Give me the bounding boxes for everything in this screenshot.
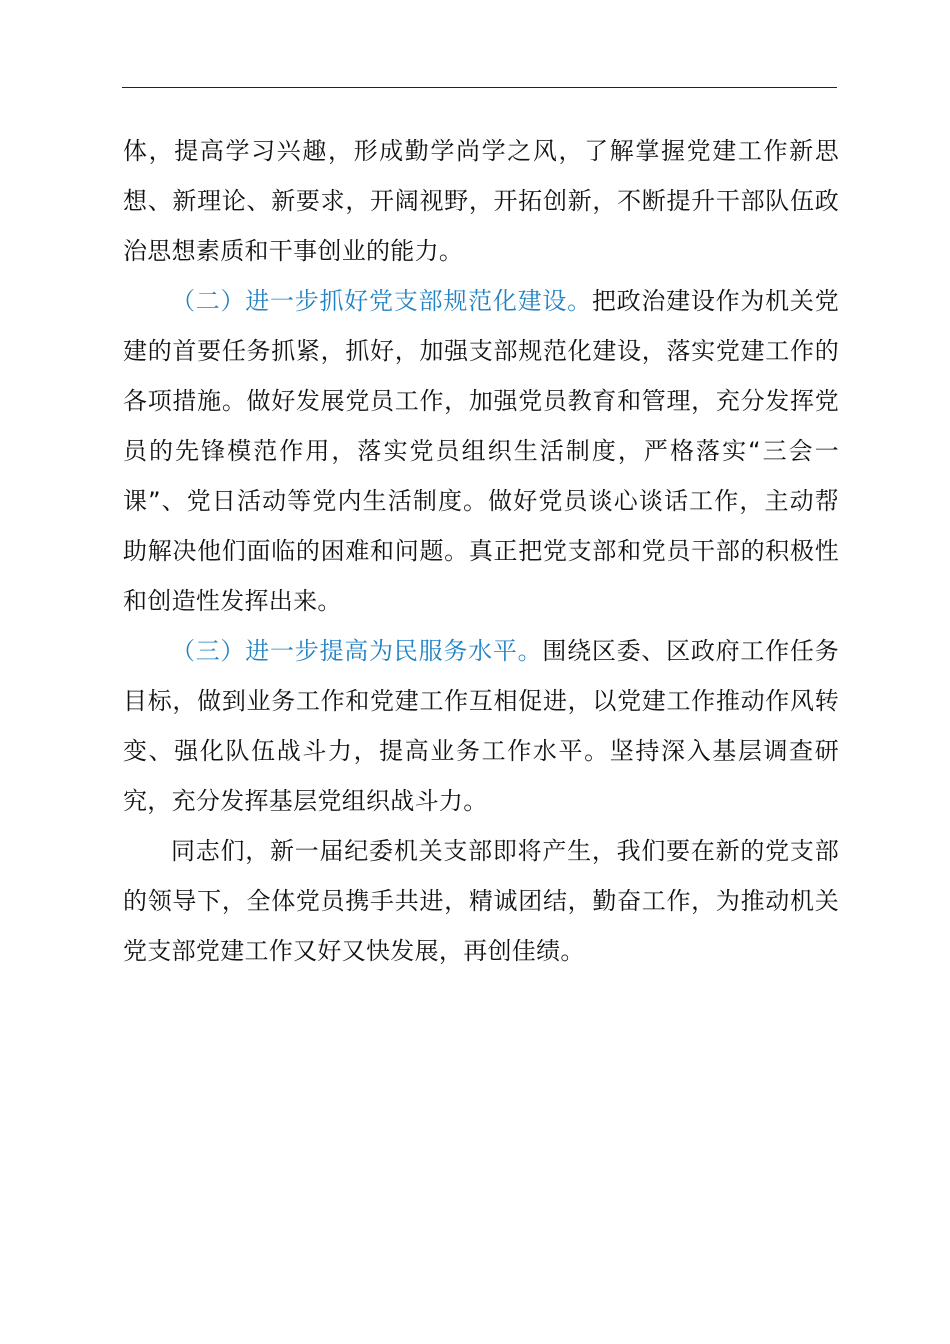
- header-rule: [122, 87, 837, 88]
- paragraph-3-heading: （三）进一步提高为民服务水平。: [171, 637, 543, 665]
- paragraph-2-text: 把政治建设作为机关党建的首要任务抓紧，抓好，加强支部规范化建设，落实党建工作的各项措施。做好发展党员工作，加强党员教育和管理，充分发挥党员的先锋模范作用，落实党员组织生活制度，严格落实“三会一课”、党日活动等党内生活制度。做好党员谈心谈话工作，主动帮助解决他们面临的困难和问题。真正把党支部和党员干部的积极性和创造性发挥出来。: [123, 287, 839, 615]
- paragraph-2: [123, 276, 839, 626]
- paragraph-3: [123, 626, 839, 826]
- paragraph-2-heading: （二）进一步抓好党支部规范化建设。: [171, 287, 592, 315]
- paragraph-1-text: 体，提高学习兴趣，形成勤学尚学之风，了解掌握党建工作新思想、新理论、新要求，开阔视野，开拓创新，不断提升干部队伍政治思想素质和干事创业的能力。: [123, 137, 839, 265]
- paragraph-1: [123, 126, 839, 276]
- paragraph-3-text: 围绕区委、区政府工作任务目标，做到业务工作和党建工作互相促进，以党建工作推动作风转变、强化队伍战斗力，提高业务工作水平。坚持深入基层调查研究，充分发挥基层党组织战斗力。: [123, 637, 839, 815]
- paragraph-4: [123, 826, 839, 976]
- paragraph-4-text: 同志们，新一届纪委机关支部即将产生，我们要在新的党支部的领导下，全体党员携手共进，精诚团结，勤奋工作，为推动机关党支部党建工作又好又快发展，再创佳绩。: [123, 837, 839, 965]
- document-body: [123, 126, 839, 976]
